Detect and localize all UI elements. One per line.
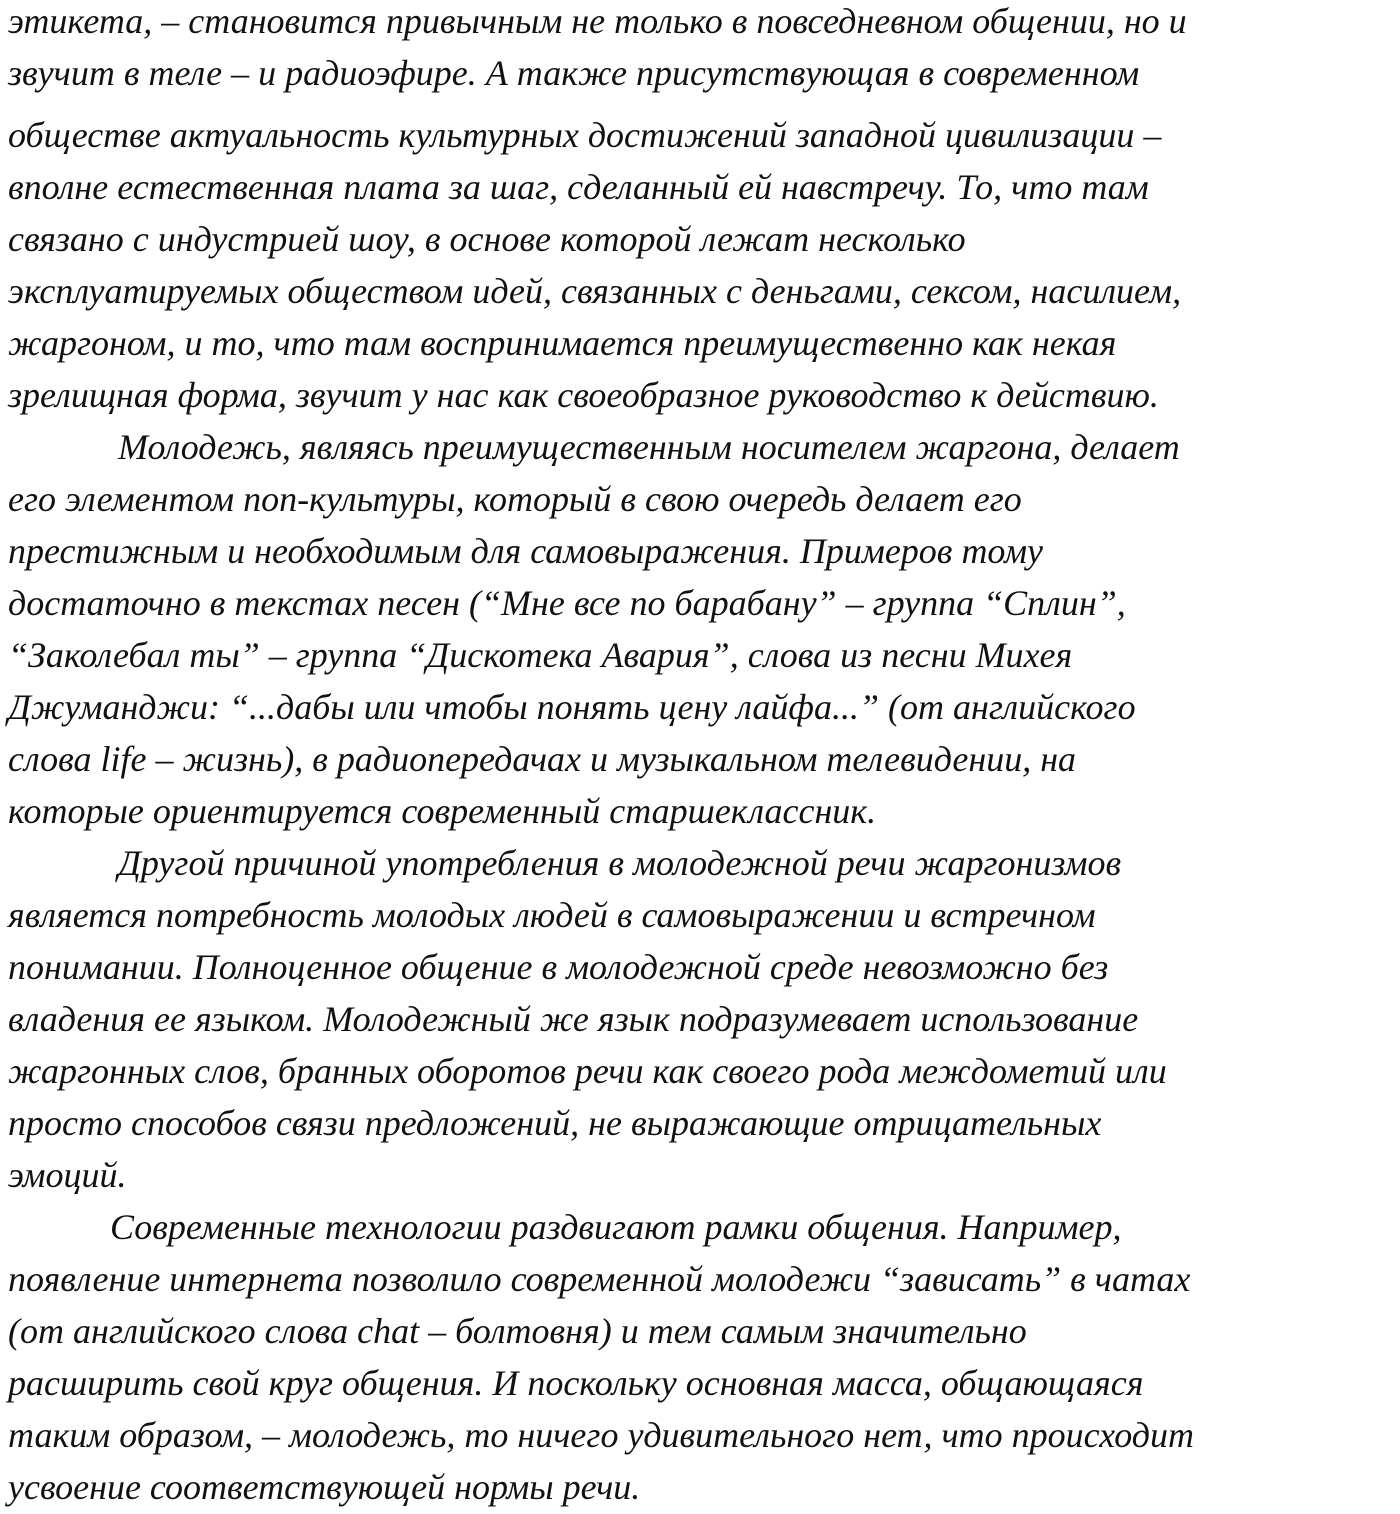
text-line: усвоение соответствующей нормы речи. [8, 1467, 641, 1507]
text-line: связано с индустрией шоу, в основе которой лежат несколько [8, 219, 966, 259]
text-line: эмоций. [8, 1155, 127, 1195]
text-line: является потребность молодых людей в самовыражении и встречном [8, 895, 1096, 935]
text-line: вполне естественная плата за шаг, сделанный ей навстречу. То, что там [8, 167, 1149, 207]
text-line: жаргоном, и то, что там воспринимается преимущественно как некая [8, 323, 1117, 363]
text-line: жаргонных слов, бранных оборотов речи как своего рода междометий или [8, 1051, 1167, 1091]
text-line: зрелищная форма, звучит у нас как своеобразное руководство к действию. [8, 375, 1159, 415]
text-line: Джуманджи: “...дабы или чтобы понять цену лайфа...” (от английского [8, 687, 1136, 727]
text-line: которые ориентируется современный старшеклассник. [8, 791, 877, 831]
text-line: его элементом поп-культуры, который в свою очередь делает его [8, 479, 1022, 519]
text-line: обществе актуальность культурных достижений западной цивилизации – [8, 115, 1162, 155]
text-line: этикета, – становится привычным не только в повседневном общении, но и [8, 1, 1187, 41]
text-line: “Заколебал ты” – группа “Дискотека Авария”, слова из песни Михея [8, 635, 1073, 675]
paragraph-start-line: Молодежь, являясь преимущественным носителем жаргона, делает [118, 427, 1180, 467]
text-line: достаточно в текстах песен (“Мне все по барабану” – группа “Сплин”, [8, 583, 1126, 623]
text-line: эксплуатируемых обществом идей, связанных с деньгами, сексом, насилием, [8, 271, 1182, 311]
text-line: понимании. Полноценное общение в молодежной среде невозможно без [8, 947, 1109, 987]
text-line: (от английского слова chat – болтовня) и тем самым значительно [8, 1311, 1027, 1351]
text-line: владения ее языком. Молодежный же язык подразумевает использование [8, 999, 1139, 1039]
text-line: расширить свой круг общения. И поскольку основная масса, общающаяся [8, 1363, 1144, 1403]
text-line: слова life – жизнь), в радиопередачах и музыкальном телевидении, на [8, 739, 1077, 779]
text-line: просто способов связи предложений, не выражающие отрицательных [8, 1103, 1102, 1143]
paragraph-start-line: Другой причиной употребления в молодежной речи жаргонизмов [118, 843, 1122, 883]
paragraph-start-line: Современные технологии раздвигают рамки общения. Например, [110, 1207, 1122, 1247]
text-line: звучит в теле – и радиоэфире. А также присутствующая в современном [8, 53, 1140, 93]
text-line: престижным и необходимым для самовыражения. Примеров тому [8, 531, 1044, 571]
text-line: таким образом, – молодежь, то ничего удивительного нет, что происходит [8, 1415, 1194, 1455]
text-line: появление интернета позволило современной молодежи “зависать” в чатах [8, 1259, 1191, 1299]
